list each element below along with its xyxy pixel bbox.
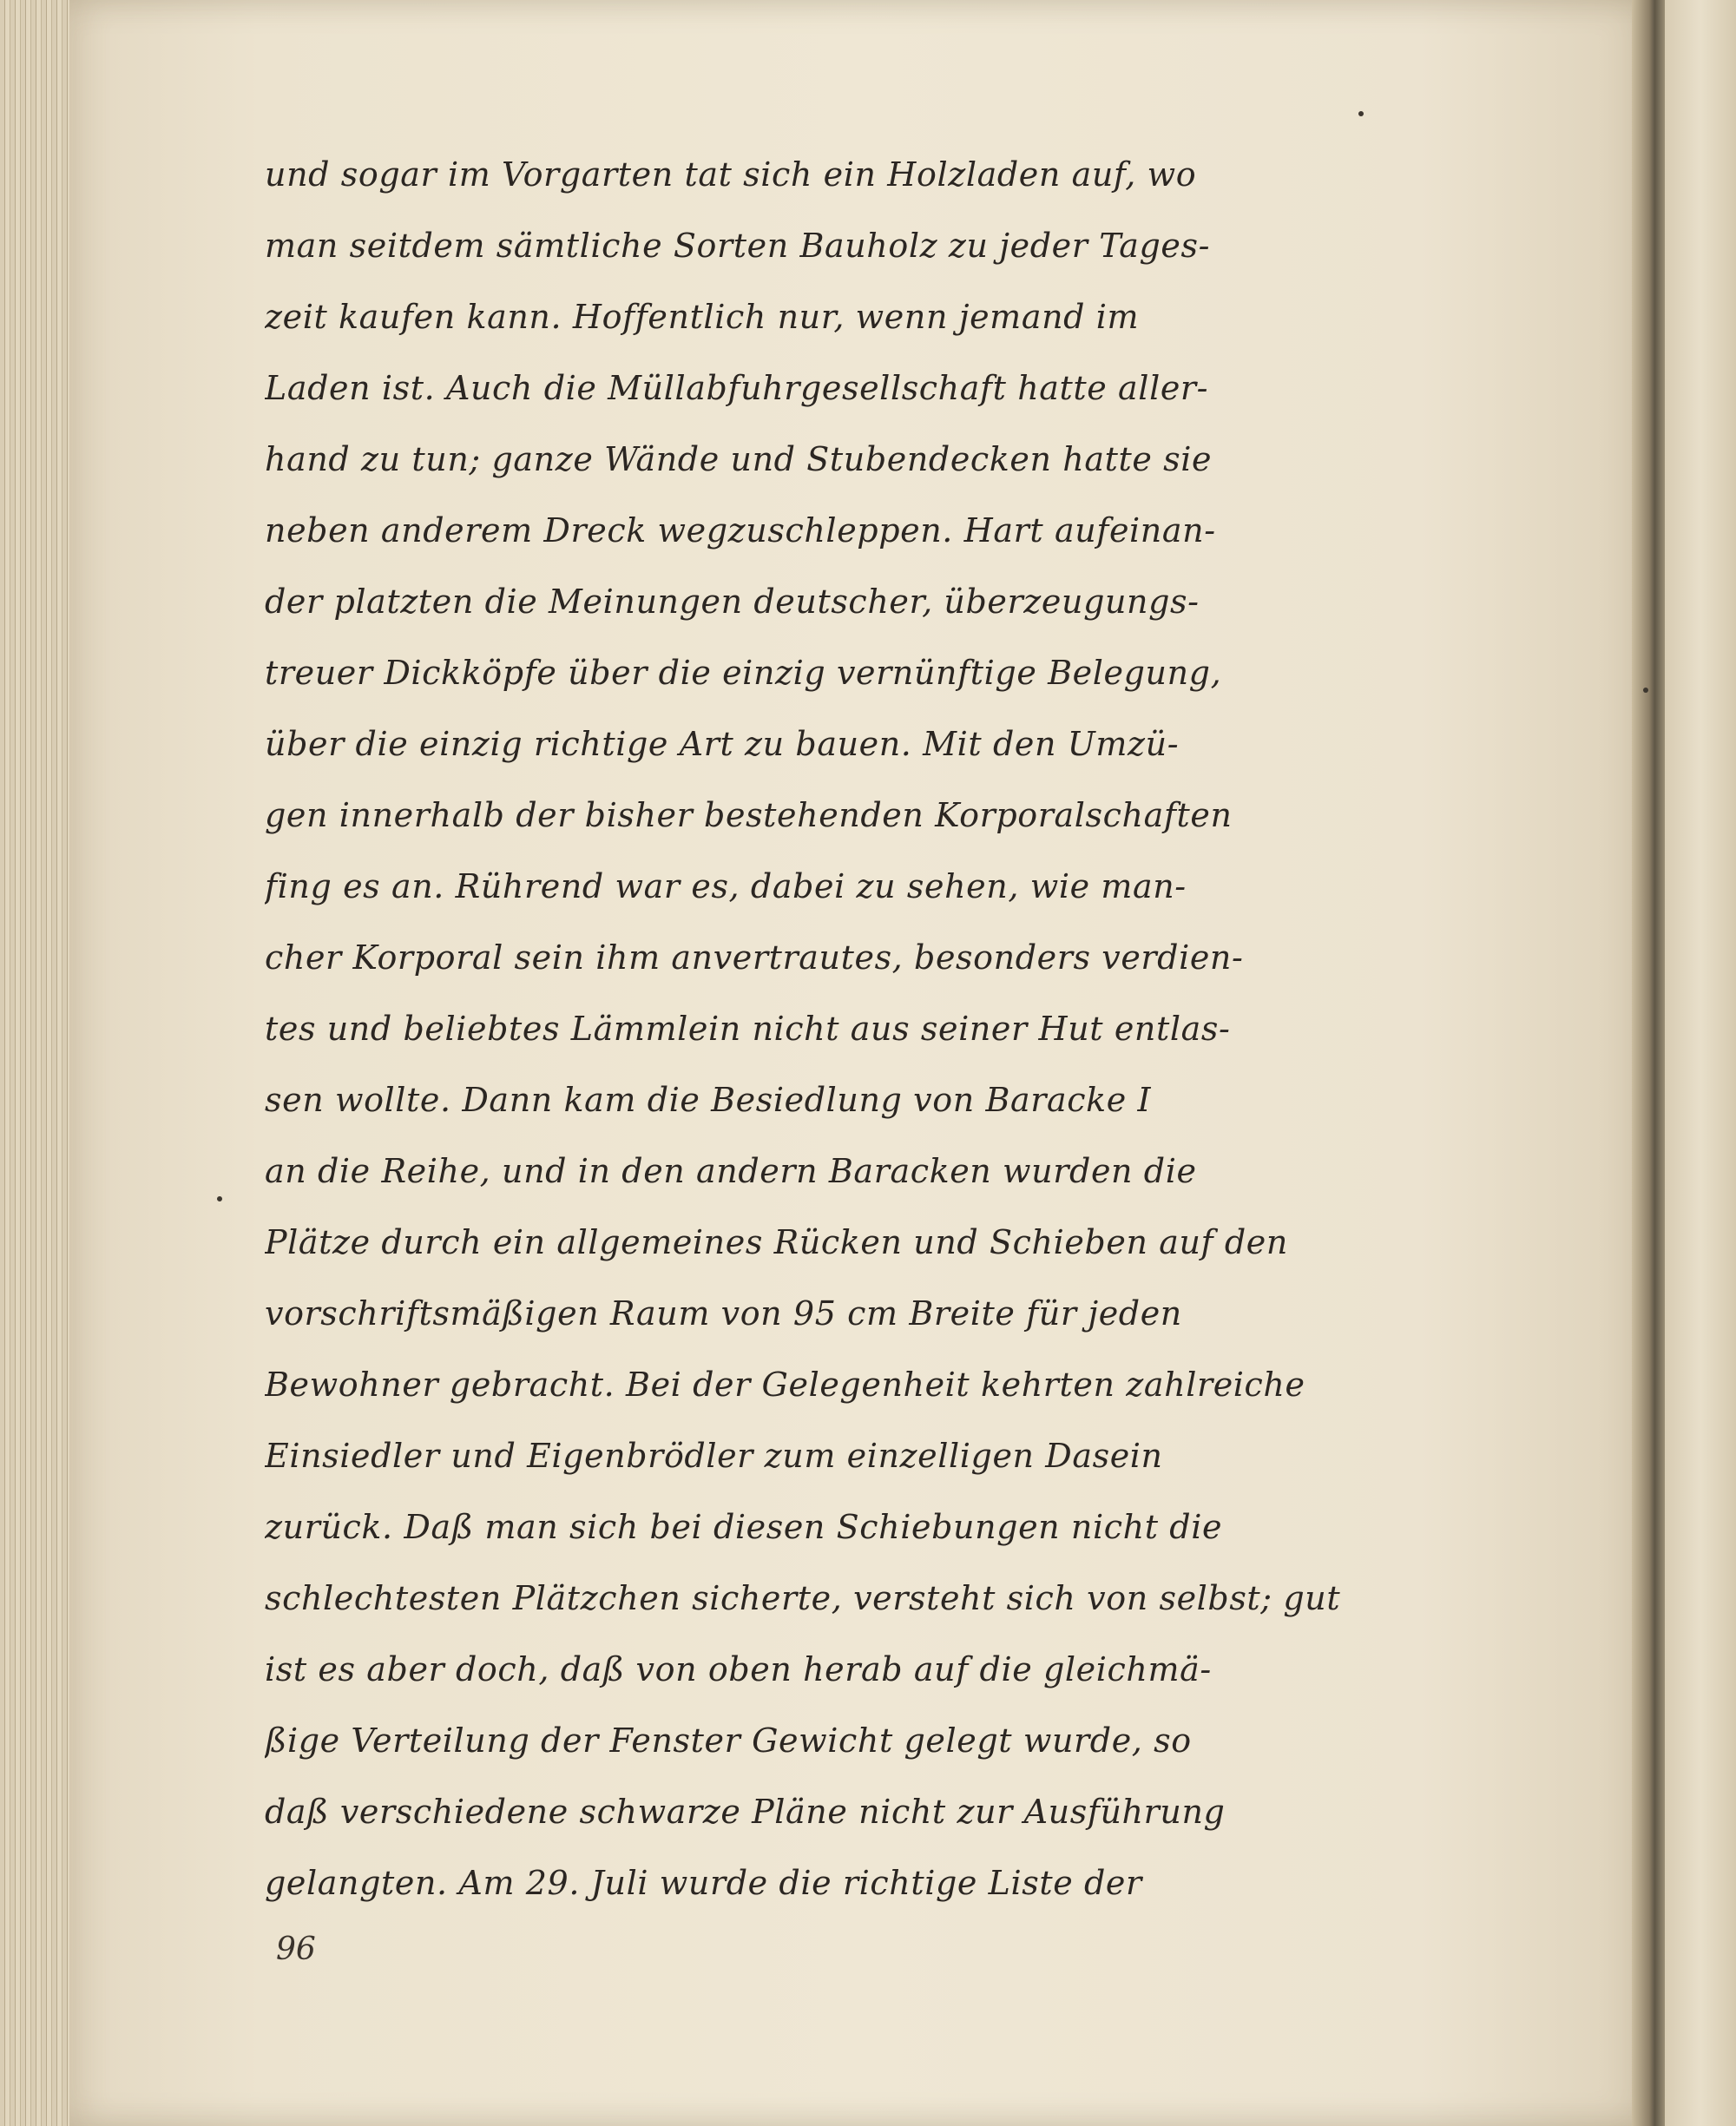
text-line: ist es aber doch, daß von oben herab auf die gleichmä- <box>265 1650 1212 1688</box>
text-line: gelangten. Am 29. Juli wurde die richtige Liste der <box>265 1864 1142 1902</box>
handwritten-text-block <box>265 139 1541 1919</box>
text-line: der platzten die Meinungen deutscher, überzeugungs- <box>265 583 1200 621</box>
text-line: gen innerhalb der bisher bestehenden Korporalschaften <box>265 796 1233 834</box>
text-line: vorschriftsmäßigen Raum von 95 cm Breite für jeden <box>265 1294 1182 1333</box>
text-line: tes und beliebtes Lämmlein nicht aus seiner Hut entlas- <box>265 1010 1231 1048</box>
text-line: ßige Verteilung der Fenster Gewicht gelegt wurde, so <box>265 1721 1192 1760</box>
text-line: Plätze durch ein allgemeines Rücken und Schieben auf den <box>265 1223 1288 1261</box>
text-line: daß verschiedene schwarze Pläne nicht zur Ausführung <box>265 1793 1226 1831</box>
ink-speck <box>1643 688 1648 693</box>
text-line: über die einzig richtige Art zu bauen. Mit den Umzü- <box>265 725 1180 763</box>
facing-page <box>1665 0 1736 2126</box>
ink-speck <box>217 1196 222 1201</box>
text-line: fing es an. Rührend war es, dabei zu sehen, wie man- <box>265 867 1187 905</box>
text-line: Einsiedler und Eigenbrödler zum einzelligen Dasein <box>265 1437 1163 1475</box>
text-line: neben anderem Dreck wegzuschleppen. Hart aufeinan- <box>265 511 1216 550</box>
text-line: zeit kaufen kann. Hoffentlich nur, wenn jemand im <box>265 298 1140 336</box>
page-number: 96 <box>276 1932 316 1967</box>
page-edges <box>0 0 80 2126</box>
text-line: Bewohner gebracht. Bei der Gelegenheit kehrten zahlreiche <box>265 1366 1305 1404</box>
text-line: Laden ist. Auch die Müllabfuhrgesellschaft hatte aller- <box>265 369 1209 407</box>
text-line: hand zu tun; ganze Wände und Stubendecken hatte sie <box>265 440 1213 478</box>
ink-speck <box>1358 111 1364 116</box>
text-line: an die Reihe, und in den andern Baracken wurden die <box>265 1152 1197 1190</box>
text-line: sen wollte. Dann kam die Besiedlung von Baracke I <box>265 1081 1152 1119</box>
text-line: man seitdem sämtliche Sorten Bauholz zu jeder Tages- <box>265 227 1211 265</box>
text-line: zurück. Daß man sich bei diesen Schiebungen nicht die <box>265 1508 1223 1546</box>
text-line: treuer Dickköpfe über die einzig vernünftige Belegung, <box>265 654 1222 692</box>
text-line: und sogar im Vorgarten tat sich ein Holzladen auf, wo <box>265 155 1197 194</box>
text-line: schlechtesten Plätzchen sicherte, versteht sich von selbst; gut <box>265 1579 1341 1617</box>
text-line: cher Korporal sein ihm anvertrautes, besonders verdien- <box>265 938 1244 977</box>
